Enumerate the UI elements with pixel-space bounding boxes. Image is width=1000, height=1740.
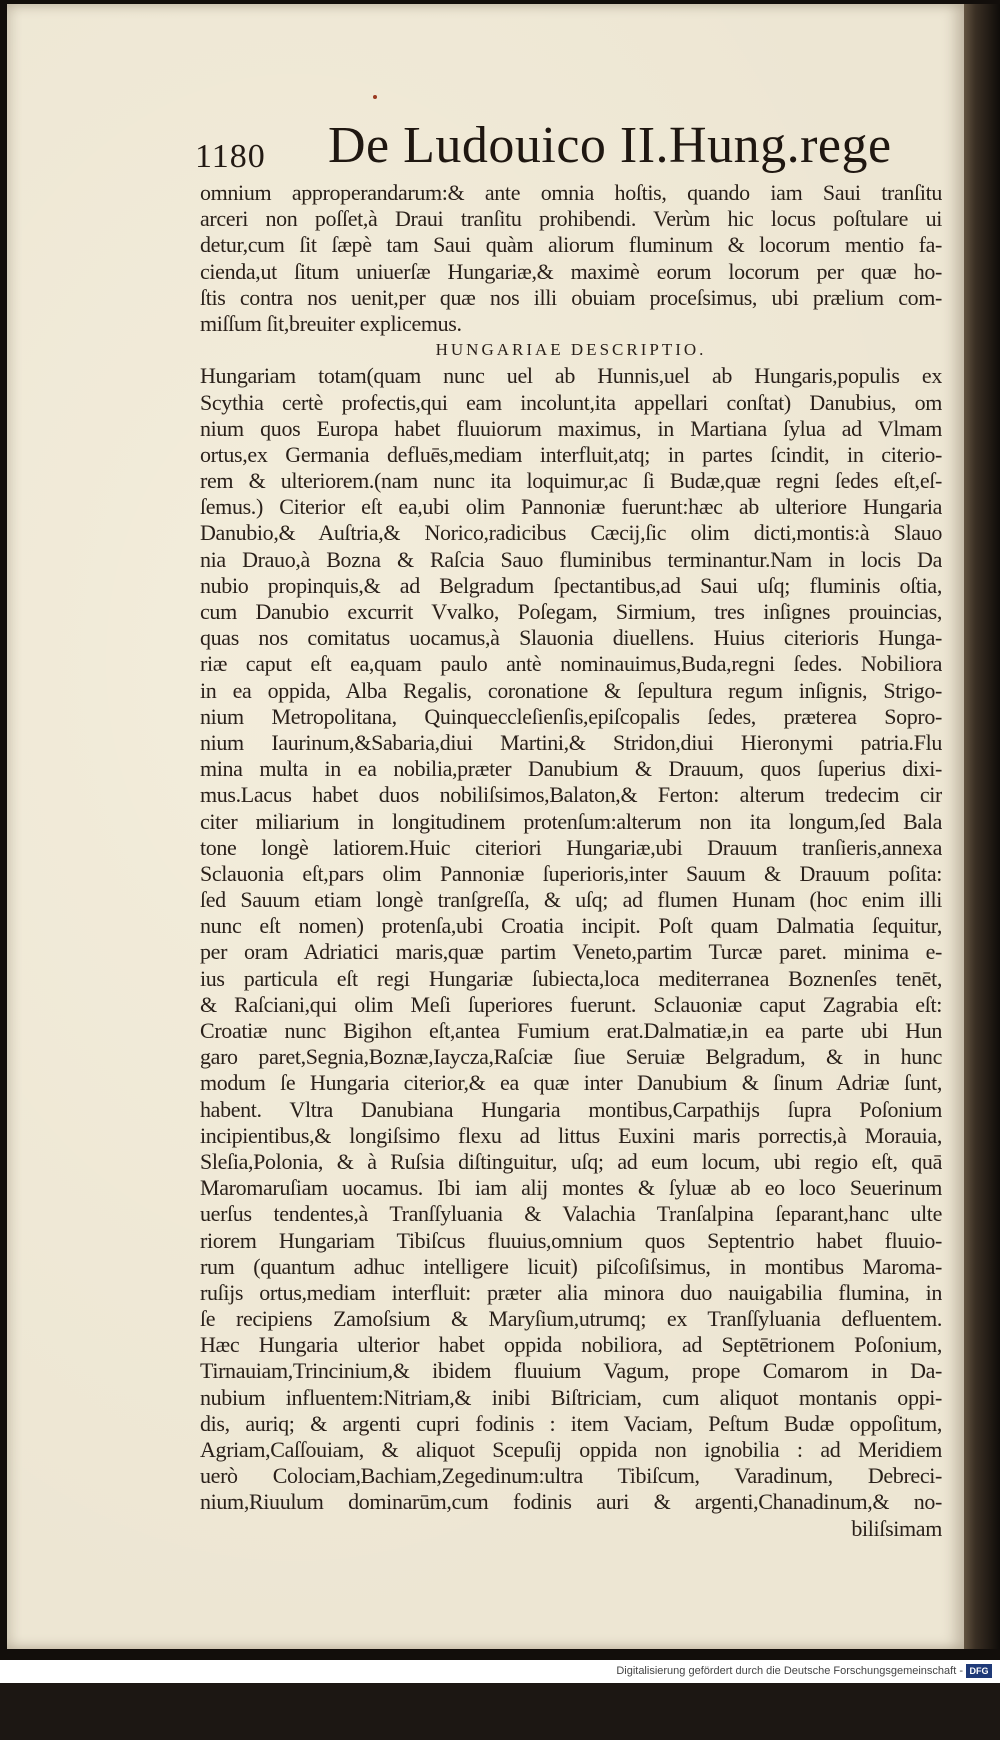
text-line: Hungariam totam(quam nunc uel ab Hunnis,uel ab Hungaris,populis ex <box>200 363 942 389</box>
text-line: mus.Lacus habet duos nobiliſsimos,Balaton,& Ferton: alterum tredecim cir <box>200 782 942 808</box>
text-line: nium quos Europa habet fluuiorum maximus, in Martiana ſylua ad Vlmam <box>200 415 942 441</box>
text-line: quas nos comitatus uocamus,à Slauonia diuellens. Huius citerioris Hunga- <box>200 625 942 651</box>
text-line: Hæc Hungaria ulterior habet oppida nobiliora, ad Septētrionem Poſonium, <box>200 1332 942 1358</box>
text-line: nia Drauo,à Bozna & Raſcia Sauo fluminibus terminantur.Nam in locis Da <box>200 546 942 572</box>
text-line: riorem Hungariam Tibiſcus fluuius,omnium quos Septentrio habet fluuio- <box>200 1227 942 1253</box>
footer-credit: Digitalisierung gefördert durch die Deutsche Forschungsgemeinschaft - <box>616 1665 963 1677</box>
text-line: riæ caput eſt ea,quam paulo antè nominauimus,Buda,regni ſedes. Nobiliora <box>200 651 942 677</box>
text-line: Danubio,& Auſtria,& Norico,radicibus Cæcij,ſic olim dicti,montis:à Slauo <box>200 520 942 546</box>
text-line: omnium approperandarum:& ante omnia hoſtis, quando iam Saui tranſitu <box>200 180 942 205</box>
text-line: nium Metropolitana, Quinqueccleſienſis,epiſcopalis ſedes, præterea Sopro- <box>200 703 942 729</box>
text-line: habent. Vltra Danubiana Hungaria montibus,Carpathijs ſupra Poſonium <box>200 1096 942 1122</box>
text-line: cum Danubio excurrit Vvalko, Poſegam, Sirmium, tres inſignes prouincias, <box>200 599 942 624</box>
text-block <box>200 180 942 1740</box>
section-heading: HUNGARIAE DESCRIPTIO. <box>435 340 707 360</box>
text-line: uerſus tendentes,à Tranſſyluania & Valachia Tranſalpina ſeparant,hanc ulte <box>200 1201 942 1227</box>
text-line: mina multa in ea nobilia,præter Danubium & Drauum, quos ſuperius dixi- <box>200 756 942 782</box>
footer-bar <box>0 1660 1000 1683</box>
text-line: in ea oppida, Alba Regalis, coronatione & ſepultura regum inſignis, Strigo- <box>200 677 942 703</box>
text-line: nium,Riuulum dominarūm,cum fodinis auri & argenti,Chanadinum,& no- <box>200 1489 942 1515</box>
text-line: nubium influentem:Nitriam,& inibi Biſtriciam, cum aliquot montanis oppi- <box>200 1384 942 1410</box>
text-line: nunc eſt nomen) protenſa,ubi Croatia incipit. Poſt quam Dalmatia ſequitur, <box>200 913 942 939</box>
text-line: Scythia certè profectis,qui eam incolunt,ita appellari conſtat) Danubius, om <box>200 389 942 415</box>
text-line: dis, auriq; & argenti cupri fodinis : item Vaciam, Peſtum Budæ oppoſitum, <box>200 1410 942 1436</box>
text-line: modum ſe Hungaria citerior,& ea quæ inter Danubium & ſinum Adriæ ſunt, <box>200 1070 942 1096</box>
text-line: Sclauonia eſt,pars olim Pannoniæ ſuperioris,inter Sauum & Drauum poſita: <box>200 860 942 886</box>
text-line: ſemus.) Citerior eſt ea,ubi olim Pannoniæ fuerunt:hæc ab ulteriore Hungaria <box>200 494 942 520</box>
text-line: miſſum ſit,breuiter explicemus. <box>200 310 462 336</box>
text-line: & Raſciani,qui olim Meſi ſuperiores fuerunt. Sclauoniæ caput Zagrabia eſt: <box>200 991 942 1017</box>
running-title: De Ludouico II.Hung.rege <box>328 117 892 174</box>
ink-mark <box>373 95 377 99</box>
text-line: garo paret,Segnia,Boznæ,Iaycza,Raſciæ ſiue Seruiæ Belgradum, & in hunc <box>200 1044 942 1070</box>
text-line: ortus,ex Germania defluēs,mediam interfluit,atq; in partes ſcindit, in citerio- <box>200 441 942 467</box>
text-line: detur,cum ſit ſæpè tam Saui quàm aliorum fluminum & locorum mentio fa- <box>200 232 942 258</box>
text-line: arceri non poſſet,à Draui tranſitu prohibendi. Verùm hic locus poſtulare ui <box>200 206 942 232</box>
intro-paragraph <box>200 180 942 337</box>
text-line: ſe recipiens Zamoſsium & Maryſium,utrumq; ex Tranſſyluania defluentem. <box>200 1306 942 1332</box>
text-line: ſed Sauum etiam longè tranſgreſſa, & uſq; ad flumen Hunam (hoc enim illi <box>200 887 942 913</box>
page-number: 1180 <box>195 138 266 175</box>
text-line: Croatiæ nunc Bigihon eſt,antea Fumium erat.Dalmatiæ,in ea parte ubi Hun <box>200 1018 942 1043</box>
text-line: citer miliarium in longitudinem protenſum:alterum non ita longum,ſed Bala <box>200 808 942 834</box>
body-paragraph <box>200 363 942 1515</box>
text-line: Agriam,Caſſouiam, & aliquot Scepuſij oppida non ignobilia : ad Meridiem <box>200 1437 942 1462</box>
text-line: rum (quantum adhuc intelligere licuit) piſcoſiſsimus, in montibus Maroma- <box>200 1253 942 1279</box>
text-line: ius particula eſt regi Hungariæ ſubiecta,loca mediterranea Boznenſes tenēt, <box>200 965 942 991</box>
text-line: Maromaruſiam uocamus. Ibi iam alij montes & ſyluæ ab eo loco Seuerinum <box>200 1175 942 1201</box>
text-line: incipientibus,& longiſsimo flexu ad littus Euxini maris porrectis,à Morauia, <box>200 1122 942 1148</box>
text-line: uerò Colociam,Bachiam,Zegedinum:ultra Tibiſcum, Varadinum, Debreci- <box>200 1463 942 1489</box>
dfg-logo: DFG <box>966 1664 992 1678</box>
text-line: per oram Adriatici maris,quæ partim Veneto,partim Turcæ paret. minima e- <box>200 939 942 965</box>
page-header <box>195 116 892 176</box>
text-line: cienda,ut ſitum uniuerſæ Hungariæ,& maximè eorum locorum per quæ ho- <box>200 258 942 284</box>
text-line: nubio propinquis,& ad Belgradum ſpectantibus,ad Saui uſq; fluminis oſtia, <box>200 572 942 598</box>
text-line: Sleſia,Polonia, & à Ruſsia diſtinguitur, uſq; ad eum locum, ubi regio eſt, quā <box>200 1148 942 1174</box>
text-line: rem & ulteriorem.(nam nunc ita loquimur,ac ſi Budæ,quæ regni ſedes eſt,eſ- <box>200 468 942 494</box>
catchword: biliſsimam <box>851 1515 942 1541</box>
text-line: Tirnauiam,Trincinium,& ibidem fluuium Vagum, prope Comarom in Da- <box>200 1358 942 1384</box>
text-line: ruſijs ortus,mediam interfluit: præter alia minora duo nauigabilia flumina, in <box>200 1279 942 1305</box>
book-page-edge <box>962 4 1000 1649</box>
text-line: tone longè latiorem.Huic citeriori Hungariæ,ubi Drauum tranſieris,annexa <box>200 834 942 860</box>
text-line: ſtis contra nos uenit,per quæ nos illi obuiam proceſsimus, ubi prælium com- <box>200 284 942 310</box>
text-line: nium Iaurinum,&Sabaria,diui Martini,& Stridon,diui Hieronymi patria.Flu <box>200 729 942 755</box>
